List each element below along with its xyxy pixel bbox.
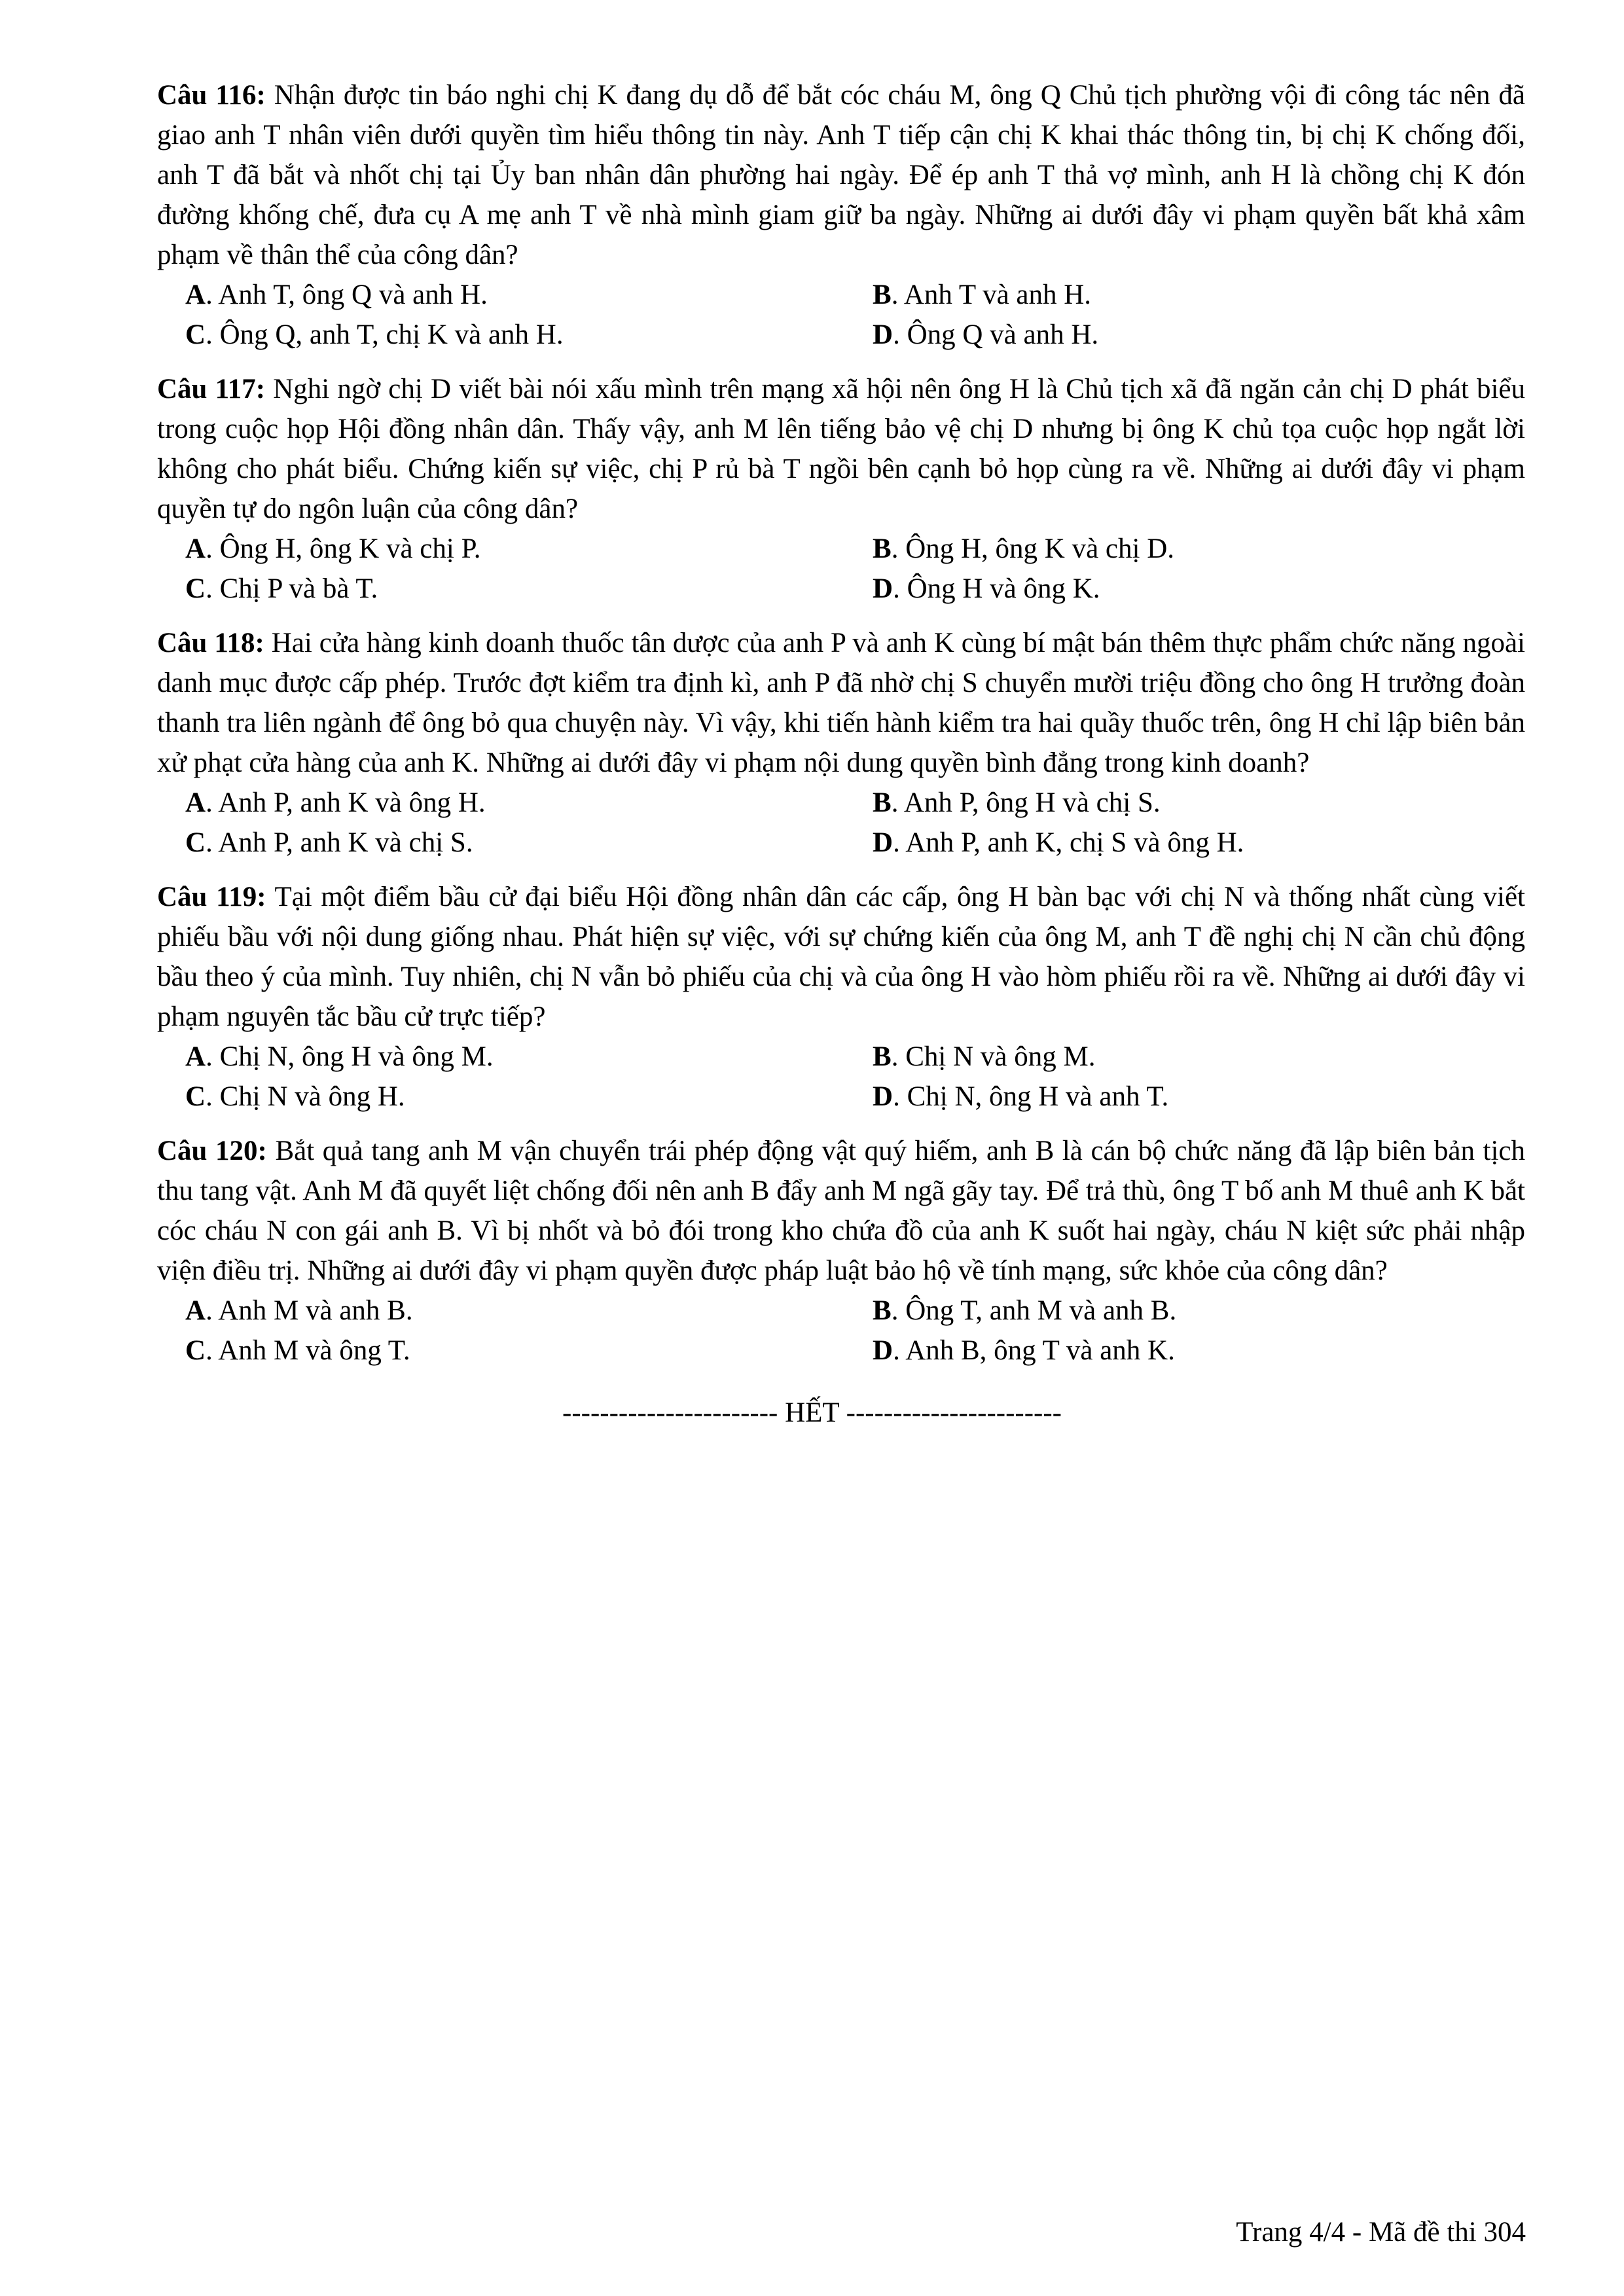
option-c: C. Anh P, anh K và chị S. <box>185 827 473 858</box>
question-119 <box>157 877 1525 1117</box>
question-text: Bắt quả tang anh M vận chuyển trái phép động vật quý hiếm, anh B là cán bộ chức năng đã lập biên bản tịch thu tang vật. Anh M đã quyết liệt chống đối nên anh B đẩy anh M ngã gãy tay. Để trả thù, ông T bố anh M thuê anh K bắt cóc cháu N con gái anh B. Vì bị nhốt và bỏ đói trong kho chứa đồ của anh K suốt hai ngày, cháu N kiệt sức phải nhập viện điều trị. Những ai dưới đây vi phạm quyền được pháp luật bảo hộ về tính mạng, sức khỏe của công dân? <box>157 1136 1526 1286</box>
option-d: D. Ông Q và anh H. <box>873 319 1099 350</box>
question-text: Nghi ngờ chị D viết bài nói xấu mình trên mạng xã hội nên ông H là Chủ tịch xã đã ngăn cản chị D phát biểu trong cuộc họp Hội đồng nhân dân. Thấy vậy, anh M lên tiếng bảo vệ chị D nhưng bị ông K chủ tọa cuộc họp ngắt lời không cho phát biểu. Chứng kiến sự việc, chị P rủ bà T ngồi bên cạnh bỏ họp cùng ra về. Những ai dưới đây vi phạm quyền tự do ngôn luận của công dân? <box>157 374 1525 524</box>
question-stem <box>157 75 1525 275</box>
questions-list <box>157 75 1525 1385</box>
option-c: C. Ông Q, anh T, chị K và anh H. <box>185 319 564 350</box>
option-a: A. Anh M và anh B. <box>185 1295 413 1326</box>
option-b: B. Ông H, ông K và chị D. <box>873 533 1175 564</box>
option-a: A. Chị N, ông H và ông M. <box>185 1041 494 1072</box>
answer-options <box>157 275 1525 355</box>
option-d: D. Chị N, ông H và anh T. <box>873 1081 1169 1112</box>
option-d: D. Ông H và ông K. <box>873 573 1100 604</box>
question-stem <box>157 369 1525 529</box>
question-label: Câu 116: <box>157 80 266 111</box>
question-stem <box>157 623 1525 783</box>
option-c: C. Chị N và ông H. <box>185 1081 405 1112</box>
answer-options <box>157 529 1525 609</box>
question-label: Câu 118: <box>157 628 264 658</box>
end-marker: ----------------------- HẾT ----------------------- <box>562 1397 1062 1428</box>
question-text: Nhận được tin báo nghi chị K đang dụ dỗ để bắt cóc cháu M, ông Q Chủ tịch phường vội đi công tác nên đã giao anh T nhân viên dưới quyền tìm hiểu thông tin này. Anh T tiếp cận chị K khai thác thông tin, bị chị K chống đối, anh T đã bắt và nhốt chị tại Ủy ban nhân dân phường hai ngày. Để ép anh T thả vợ mình, anh H là chồng chị K đón đường khống chế, đưa cụ A mẹ anh T về nhà mình giam giữ ba ngày. Những ai dưới đây vi phạm quyền bất khả xâm phạm về thân thể của công dân? <box>157 80 1525 270</box>
question-117 <box>157 369 1525 609</box>
answer-options <box>157 783 1525 863</box>
answer-options <box>157 1037 1525 1117</box>
answer-options <box>157 1291 1525 1371</box>
option-b: B. Ông T, anh M và anh B. <box>873 1295 1177 1326</box>
question-label: Câu 117: <box>157 374 266 404</box>
question-stem <box>157 1131 1525 1291</box>
page-footer: Trang 4/4 - Mã đề thi 304 <box>1236 2217 1526 2248</box>
question-stem <box>157 877 1525 1037</box>
option-b: B. Anh P, ông H và chị S. <box>873 787 1161 818</box>
question-120 <box>157 1131 1525 1371</box>
question-118 <box>157 623 1525 863</box>
option-a: A. Anh T, ông Q và anh H. <box>185 279 488 310</box>
option-a: A. Ông H, ông K và chị P. <box>185 533 481 564</box>
option-d: D. Anh P, anh K, chị S và ông H. <box>873 827 1244 858</box>
option-a: A. Anh P, anh K và ông H. <box>185 787 486 818</box>
option-b: B. Anh T và anh H. <box>873 279 1092 310</box>
option-d: D. Anh B, ông T và anh K. <box>873 1335 1175 1366</box>
question-text: Tại một điểm bầu cử đại biểu Hội đồng nhân dân các cấp, ông H bàn bạc với chị N và thống nhất cùng viết phiếu bầu với nội dung giống nhau. Phát hiện sự việc, với sự chứng kiến của ông M, anh T đề nghị chị N cần chủ động bầu theo ý của mình. Tuy nhiên, chị N vẫn bỏ phiếu của chị và của ông H vào hòm phiếu rồi ra về. Những ai dưới đây vi phạm nguyên tắc bầu cử trực tiếp? <box>157 882 1525 1032</box>
question-text: Hai cửa hàng kinh doanh thuốc tân dược của anh P và anh K cùng bí mật bán thêm thực phẩm chức năng ngoài danh mục được cấp phép. Trước đợt kiểm tra định kì, anh P đã nhờ chị S chuyển mười triệu đồng cho ông H trưởng đoàn thanh tra liên ngành để ông bỏ qua chuyện này. Vì vậy, khi tiến hành kiểm tra hai quầy thuốc trên, ông H chỉ lập biên bản xử phạt cửa hàng của anh K. Những ai dưới đây vi phạm nội dung quyền bình đẳng trong kinh doanh? <box>157 628 1526 778</box>
option-b: B. Chị N và ông M. <box>873 1041 1096 1072</box>
question-label: Câu 120: <box>157 1136 267 1166</box>
option-c: C. Chị P và bà T. <box>185 573 378 604</box>
option-c: C. Anh M và ông T. <box>185 1335 410 1366</box>
question-label: Câu 119: <box>157 882 266 912</box>
question-116 <box>157 75 1525 355</box>
